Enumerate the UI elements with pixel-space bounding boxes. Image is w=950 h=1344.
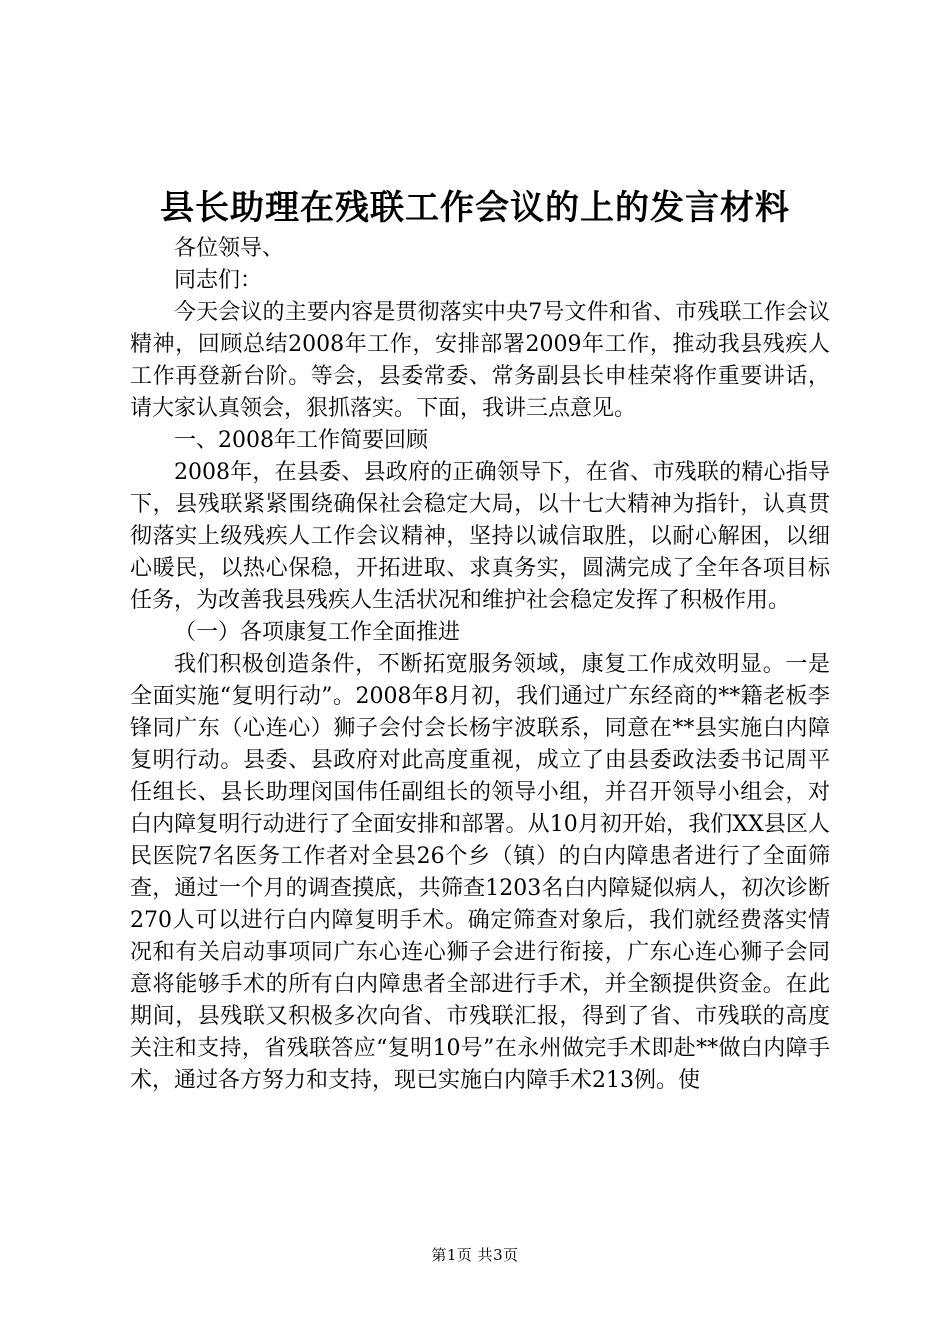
document-body	[130, 233, 830, 1097]
salutation-leaders: 各位领导、	[174, 236, 285, 261]
paragraph-rehab: 我们积极创造条件，不断拓宽服务领域，康复工作成效明显。一是全面实施“复明行动”。2008年8月初，我们通过广东经商的**籍老板李锋同广东（心连心）狮子会付会长杨宇波联系，同意在**县实施白内障复明行动。县委、县政府对此高度重视，成立了由县委政法委书记周平任组长、县长助理闵国伟任副组长的领导小组，并召开领导小组会，对白内障复明行动进行了全面安排和部署。从10月初开始，我们XX县区人民医院7名医务工作者对全县26个乡（镇）的白内障患者进行了全面筛查，通过一个月的调查摸底，共筛查1203名白内障疑似病人，初次诊断270人可以进行白内障复明手术。确定筛查对象后，我们就经费落实情况和有关启动事项同广东心连心狮子会进行衔接，广东心连心狮子会同意将能够手术的所有白内障患者全部进行手术，并全额提供资金。在此期间，县残联又积极多次向省、市残联汇报，得到了省、市残联的高度关注和支持，省残联答应“复明10号”在永州做完手术即赴**做白内障手术，通过各方努力和支持，现已实施白内障手术213例。使	[130, 652, 830, 1093]
page-number-footer: 第1页 共3页	[431, 1246, 519, 1264]
subsection-heading-rehab: （一）各项康复工作全面推进	[174, 620, 461, 645]
section-heading-review: 一、2008年工作简要回顾	[174, 428, 428, 453]
paragraph-review: 2008年，在县委、县政府的正确领导下，在省、市残联的精心指导下，县残联紧紧围绕确保社会稳定大局，以十七大精神为指针，认真贯彻落实上级残疾人工作会议精神，坚持以诚信取胜，以耐心解困，以细心暖民，以热心保稳，开拓进取、求真务实，圆满完成了全年各项目标任务，为改善我县残疾人生活状况和维护社会稳定发挥了积极作用。	[130, 460, 830, 613]
document-title: 县长助理在残联工作会议的上的发言材料	[160, 188, 790, 228]
salutation-comrades: 同志们：	[174, 268, 263, 293]
paragraph-intro: 今天会议的主要内容是贯彻落实中央7号文件和省、市残联工作会议精神，回顾总结2008年工作，安排部署2009年工作，推动我县残疾人工作再登新台阶。等会，县委常委、常务副县长申桂荣将作重要讲话，请大家认真领会，狠抓落实。下面，我讲三点意见。	[130, 300, 830, 421]
